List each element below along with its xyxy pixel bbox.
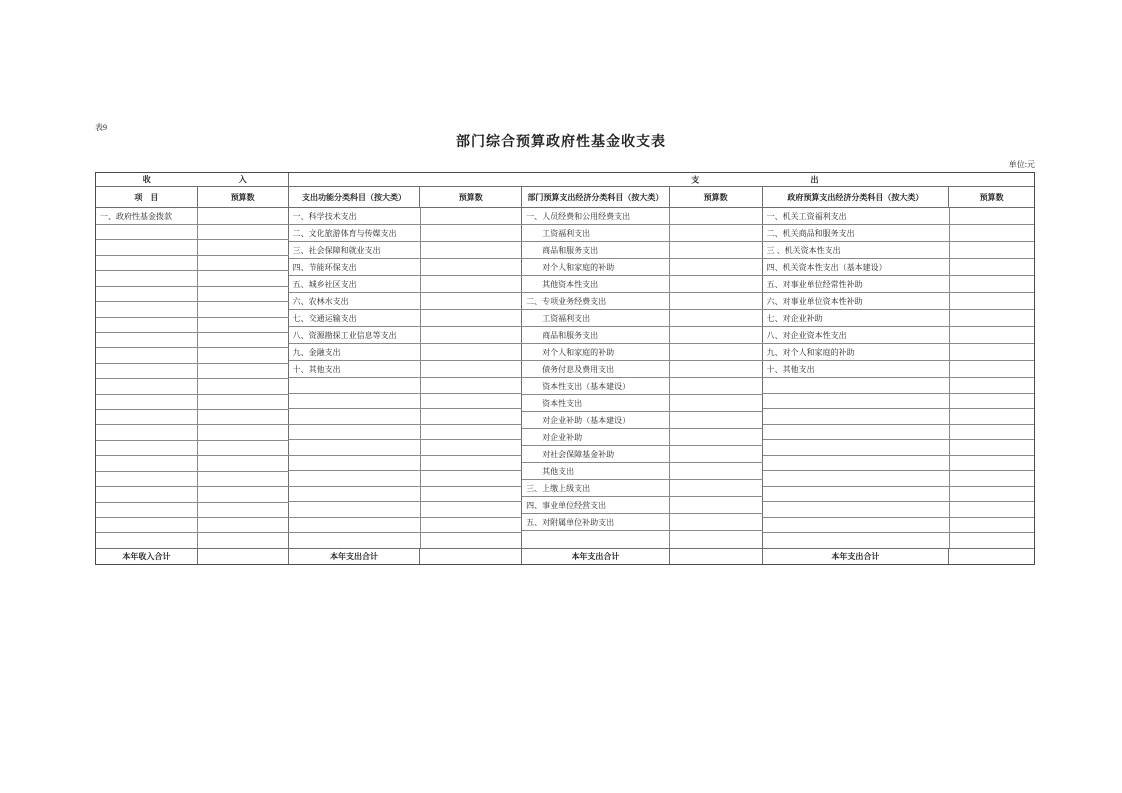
- table-row: [96, 225, 289, 240]
- table-row: [96, 364, 289, 379]
- budget-value-cell: [950, 361, 1034, 377]
- table-row: [289, 378, 523, 394]
- table-row: [289, 361, 523, 378]
- table-row: [96, 441, 289, 456]
- column-header-budget: 预算数: [670, 187, 763, 207]
- item-cell: [96, 395, 198, 409]
- budget-value-cell: [670, 429, 762, 445]
- table-row: [522, 514, 762, 531]
- item-cell: [763, 502, 950, 517]
- table-row: [522, 344, 762, 361]
- budget-value-cell: [670, 344, 762, 360]
- item-cell: 八、资源勘探工业信息等支出: [289, 327, 421, 343]
- item-cell: 债务付息及费用支出: [522, 361, 670, 377]
- item-cell: [289, 471, 421, 486]
- table-row: [763, 471, 1034, 487]
- item-cell: 二、文化旅游体育与传媒支出: [289, 225, 421, 241]
- budget-value-cell: [950, 242, 1034, 258]
- budget-value-cell: [198, 395, 289, 409]
- item-cell: [289, 378, 421, 393]
- table-row: [522, 480, 762, 497]
- item-cell: 八、对企业资本性支出: [763, 327, 950, 343]
- table-row: [522, 412, 762, 429]
- unit-note: 单位:元: [1008, 160, 1035, 169]
- budget-value-cell: [670, 276, 762, 292]
- item-cell: 对社会保障基金补助: [522, 446, 670, 462]
- table-row: [522, 327, 762, 344]
- budget-value-cell: [421, 327, 523, 343]
- budget-value-cell: [950, 409, 1034, 424]
- item-cell: 五、对附属单位补助支出: [522, 514, 670, 530]
- table-row: [289, 310, 523, 327]
- table-row: [763, 518, 1034, 534]
- table-row: [289, 276, 523, 293]
- item-cell: 商品和服务支出: [522, 327, 670, 343]
- budget-value-cell: [421, 361, 523, 377]
- item-cell: [96, 240, 198, 254]
- item-cell: [96, 410, 198, 424]
- table-row: [96, 302, 289, 317]
- table-row: [522, 497, 762, 514]
- item-cell: 七、交通运输支出: [289, 310, 421, 326]
- budget-value-cell: [421, 225, 523, 241]
- budget-value-cell: [198, 487, 289, 501]
- budget-value-cell: [421, 208, 523, 224]
- table-row: [763, 310, 1034, 327]
- budget-value-cell: [670, 463, 762, 479]
- budget-value-cell: [198, 518, 289, 532]
- budget-value-cell: [950, 394, 1034, 409]
- budget-value-cell: [950, 518, 1034, 533]
- table-row: [96, 425, 289, 440]
- table-row: [96, 487, 289, 502]
- table-row: [763, 440, 1034, 456]
- budget-value-cell: [670, 225, 762, 241]
- table-row: [289, 242, 523, 259]
- budget-value-cell: [950, 208, 1034, 224]
- item-cell: [289, 394, 421, 409]
- table-row: [289, 327, 523, 344]
- item-cell: [96, 271, 198, 285]
- table-row: [763, 259, 1034, 276]
- budget-value-cell: [950, 502, 1034, 517]
- dept-total-value-cell: [670, 549, 763, 564]
- budget-table: [95, 172, 1035, 565]
- item-cell: [96, 441, 198, 455]
- table-row: [96, 208, 289, 225]
- item-cell: [763, 440, 950, 455]
- item-cell: 九、金融支出: [289, 344, 421, 360]
- budget-value-cell: [421, 425, 523, 440]
- item-cell: [96, 518, 198, 532]
- item-cell: 其他支出: [522, 463, 670, 479]
- budget-value-cell: [198, 410, 289, 424]
- item-cell: [763, 409, 950, 424]
- item-cell: [96, 364, 198, 378]
- budget-value-cell: [421, 259, 523, 275]
- totals-row: [96, 548, 1034, 564]
- item-cell: [96, 333, 198, 347]
- budget-value-cell: [198, 318, 289, 332]
- item-cell: 五、城乡社区支出: [289, 276, 421, 292]
- budget-value-cell: [198, 364, 289, 378]
- item-cell: [96, 456, 198, 470]
- item-cell: [289, 456, 421, 471]
- item-cell: 一、人员经费和公用经费支出: [522, 208, 670, 224]
- income-header-char-ru: 入: [238, 175, 247, 184]
- table-row: [96, 456, 289, 471]
- budget-value-cell: [670, 531, 762, 548]
- table-row: [763, 361, 1034, 378]
- budget-value-cell: [421, 518, 523, 533]
- item-cell: 七、对企业补助: [763, 310, 950, 326]
- table-row: [289, 293, 523, 310]
- table-row: [289, 471, 523, 487]
- item-cell: 一、机关工资福利支出: [763, 208, 950, 224]
- budget-value-cell: [198, 302, 289, 316]
- table-row: [763, 327, 1034, 344]
- item-cell: 商品和服务支出: [522, 242, 670, 258]
- budget-value-cell: [198, 425, 289, 439]
- budget-value-cell: [670, 208, 762, 224]
- table-row: [522, 446, 762, 463]
- budget-value-cell: [670, 378, 762, 394]
- item-cell: [763, 533, 950, 548]
- item-cell: 资本性支出（基本建设）: [522, 378, 670, 394]
- column-header-dept-economic-classification: 部门预算支出经济分类科目（按大类）: [522, 187, 670, 207]
- budget-value-cell: [198, 379, 289, 393]
- budget-value-cell: [198, 533, 289, 547]
- column-header-budget: 预算数: [420, 187, 522, 207]
- table-row: [96, 503, 289, 518]
- budget-value-cell: [670, 242, 762, 258]
- income-header-char-shou: 收: [142, 175, 151, 184]
- item-cell: [96, 472, 198, 486]
- table-row: [96, 410, 289, 425]
- budget-value-cell: [421, 310, 523, 326]
- budget-value-cell: [950, 310, 1034, 326]
- table-row: [96, 348, 289, 363]
- budget-value-cell: [670, 293, 762, 309]
- budget-value-cell: [950, 327, 1034, 343]
- item-cell: [763, 425, 950, 440]
- budget-value-cell: [950, 471, 1034, 486]
- sheet-number-label: 表9: [95, 123, 107, 132]
- table-row: [763, 344, 1034, 361]
- table-row: [763, 533, 1034, 548]
- item-cell: 十、其他支出: [763, 361, 950, 377]
- item-cell: [289, 409, 421, 424]
- table-row: [522, 259, 762, 276]
- column-header-budget: 预算数: [979, 192, 1004, 202]
- budget-value-cell: [198, 503, 289, 517]
- item-cell: [763, 518, 950, 533]
- table-row: [289, 440, 523, 456]
- budget-value-cell: [950, 293, 1034, 309]
- income-total-value-cell: [198, 549, 289, 564]
- item-cell: [289, 533, 421, 548]
- item-cell: [96, 256, 198, 270]
- income-column-group: [96, 208, 289, 548]
- budget-value-cell: [198, 472, 289, 486]
- table-row: [96, 395, 289, 410]
- budget-value-cell: [421, 440, 523, 455]
- budget-value-cell: [421, 242, 523, 258]
- item-cell: 一、科学技术支出: [289, 208, 421, 224]
- item-cell: [96, 318, 198, 332]
- budget-value-cell: [670, 497, 762, 513]
- item-cell: 二、专项业务经费支出: [522, 293, 670, 309]
- item-cell: 对企业补助（基本建设）: [522, 412, 670, 428]
- gov-total-label: 本年支出合计: [763, 549, 950, 564]
- budget-value-cell: [950, 487, 1034, 502]
- budget-value-cell: [198, 287, 289, 301]
- budget-value-cell: [670, 395, 762, 411]
- budget-value-cell: [950, 378, 1034, 393]
- budget-value-cell: [950, 344, 1034, 360]
- table-row: [522, 531, 762, 548]
- budget-value-cell: [198, 256, 289, 270]
- table-row: [96, 256, 289, 271]
- item-cell: 六、对事业单位资本性补助: [763, 293, 950, 309]
- table-row: [522, 310, 762, 327]
- table-row: [522, 242, 762, 259]
- budget-value-cell: [670, 327, 762, 343]
- item-cell: [289, 502, 421, 517]
- column-header-budget: 预算数: [198, 187, 289, 207]
- budget-value-cell: [421, 293, 523, 309]
- table-row: [522, 378, 762, 395]
- item-cell: [289, 487, 421, 502]
- income-total-label: 本年收入合计: [96, 549, 198, 564]
- table-row: [96, 333, 289, 348]
- budget-value-cell: [670, 259, 762, 275]
- table-row: [763, 225, 1034, 242]
- budget-value-cell: [670, 446, 762, 462]
- table-row: [289, 259, 523, 276]
- budget-value-cell: [198, 333, 289, 347]
- table-header-row-1: [96, 173, 1034, 187]
- item-cell: 五、对事业单位经常性补助: [763, 276, 950, 292]
- budget-value-cell: [950, 533, 1034, 548]
- item-cell: [96, 533, 198, 547]
- item-cell: 工资福利支出: [522, 310, 670, 326]
- table-row: [289, 487, 523, 503]
- gov-economic-classification-group: [763, 208, 1034, 548]
- budget-value-cell: [950, 225, 1034, 241]
- table-row: [522, 361, 762, 378]
- item-cell: [289, 518, 421, 533]
- expense-header-char-zhi: 支: [691, 175, 700, 184]
- item-cell: [289, 440, 421, 455]
- item-cell: 四、事业单位经营支出: [522, 497, 670, 513]
- item-cell: 资本性支出: [522, 395, 670, 411]
- budget-value-cell: [670, 310, 762, 326]
- income-section-header: [96, 173, 289, 186]
- table-row: [522, 395, 762, 412]
- budget-value-cell: [198, 208, 289, 224]
- table-row: [763, 208, 1034, 225]
- budget-value-cell: [198, 271, 289, 285]
- budget-value-cell: [670, 514, 762, 530]
- budget-value-cell: [950, 456, 1034, 471]
- item-cell: 二、机关商品和服务支出: [763, 225, 950, 241]
- table-header-row-2: [96, 187, 1034, 208]
- item-cell: [96, 302, 198, 316]
- budget-value-cell: [421, 471, 523, 486]
- budget-value-cell: [421, 456, 523, 471]
- budget-value-cell: [950, 425, 1034, 440]
- item-cell: [522, 531, 670, 548]
- item-cell: [763, 487, 950, 502]
- table-row: [96, 287, 289, 302]
- table-row: [96, 518, 289, 533]
- budget-value-cell: [421, 378, 523, 393]
- table-row: [96, 240, 289, 255]
- item-cell: 三、上缴上级支出: [522, 480, 670, 496]
- item-cell: [96, 379, 198, 393]
- table-row: [289, 208, 523, 225]
- item-cell: 对个人和家庭的补助: [522, 259, 670, 275]
- item-cell: [96, 503, 198, 517]
- item-cell: 六、农林水支出: [289, 293, 421, 309]
- table-row: [763, 502, 1034, 518]
- budget-value-cell: [950, 259, 1034, 275]
- table-row: [763, 276, 1034, 293]
- table-row: [96, 533, 289, 547]
- table-row: [522, 276, 762, 293]
- budget-value-cell: [421, 487, 523, 502]
- table-row: [522, 208, 762, 225]
- item-cell: 四、节能环保支出: [289, 259, 421, 275]
- budget-value-cell: [198, 348, 289, 362]
- table-row: [289, 533, 523, 548]
- table-row: [522, 463, 762, 480]
- budget-value-cell: [421, 344, 523, 360]
- item-cell: 四、机关资本性支出（基本建设）: [763, 259, 950, 275]
- table-row: [289, 502, 523, 518]
- table-row: [763, 456, 1034, 472]
- item-cell: [96, 225, 198, 239]
- budget-value-cell: [421, 533, 523, 548]
- table-body: [96, 208, 1034, 548]
- item-cell: 对个人和家庭的补助: [522, 344, 670, 360]
- table-row: [289, 394, 523, 410]
- dept-total-label: 本年支出合计: [522, 549, 670, 564]
- column-header-item: 项 目: [96, 187, 198, 207]
- item-cell: [96, 287, 198, 301]
- budget-value-cell: [950, 276, 1034, 292]
- table-row: [763, 242, 1034, 259]
- table-row: [289, 518, 523, 534]
- table-row: [289, 225, 523, 242]
- item-cell: 一、政府性基金拨款: [96, 208, 198, 224]
- budget-value-cell: [950, 440, 1034, 455]
- function-total-label: 本年支出合计: [289, 549, 421, 564]
- item-cell: 三、社会保障和就业支出: [289, 242, 421, 258]
- function-classification-group: [289, 208, 523, 548]
- table-row: [96, 271, 289, 286]
- table-row: [763, 425, 1034, 441]
- budget-value-cell: [670, 480, 762, 496]
- table-row: [289, 425, 523, 441]
- item-cell: 十、其他支出: [289, 361, 421, 377]
- table-row: [96, 472, 289, 487]
- budget-value-cell: [421, 409, 523, 424]
- expense-header-char-chu: 出: [810, 175, 819, 184]
- column-header-function-classification: 支出功能分类科目（按大类）: [289, 187, 421, 207]
- function-total-value-cell: [420, 549, 522, 564]
- budget-value-cell: [198, 225, 289, 239]
- table-row: [289, 456, 523, 472]
- budget-value-cell: [421, 276, 523, 292]
- item-cell: [763, 471, 950, 486]
- budget-value-cell: [198, 441, 289, 455]
- gov-total-value-cell: [949, 549, 1034, 564]
- table-row: [522, 225, 762, 242]
- item-cell: [763, 378, 950, 393]
- item-cell: [763, 456, 950, 471]
- budget-value-cell: [670, 412, 762, 428]
- budget-value-cell: [670, 361, 762, 377]
- budget-value-cell: [421, 394, 523, 409]
- table-row: [96, 379, 289, 394]
- budget-value-cell: [421, 502, 523, 517]
- dept-economic-classification-group: [522, 208, 762, 548]
- item-cell: [96, 425, 198, 439]
- table-row: [96, 318, 289, 333]
- budget-value-cell: [198, 240, 289, 254]
- table-row: [763, 394, 1034, 410]
- table-row: [522, 429, 762, 446]
- item-cell: 九、对个人和家庭的补助: [763, 344, 950, 360]
- table-row: [763, 487, 1034, 503]
- item-cell: [96, 487, 198, 501]
- table-row: [763, 378, 1034, 394]
- table-row: [763, 409, 1034, 425]
- table-row: [289, 409, 523, 425]
- item-cell: 其他资本性支出: [522, 276, 670, 292]
- item-cell: 工资福利支出: [522, 225, 670, 241]
- page-title: 部门综合预算政府性基金收支表: [456, 135, 666, 150]
- expense-section-header: [289, 173, 1034, 186]
- item-cell: [96, 348, 198, 362]
- table-row: [763, 293, 1034, 310]
- item-cell: [289, 425, 421, 440]
- item-cell: 对企业补助: [522, 429, 670, 445]
- budget-value-cell: [198, 456, 289, 470]
- item-cell: 三 、机关资本性支出: [763, 242, 950, 258]
- table-row: [522, 293, 762, 310]
- item-cell: [763, 394, 950, 409]
- table-row: [289, 344, 523, 361]
- column-header-gov-economic-classification: 政府预算支出经济分类科目（按大类）: [763, 187, 950, 207]
